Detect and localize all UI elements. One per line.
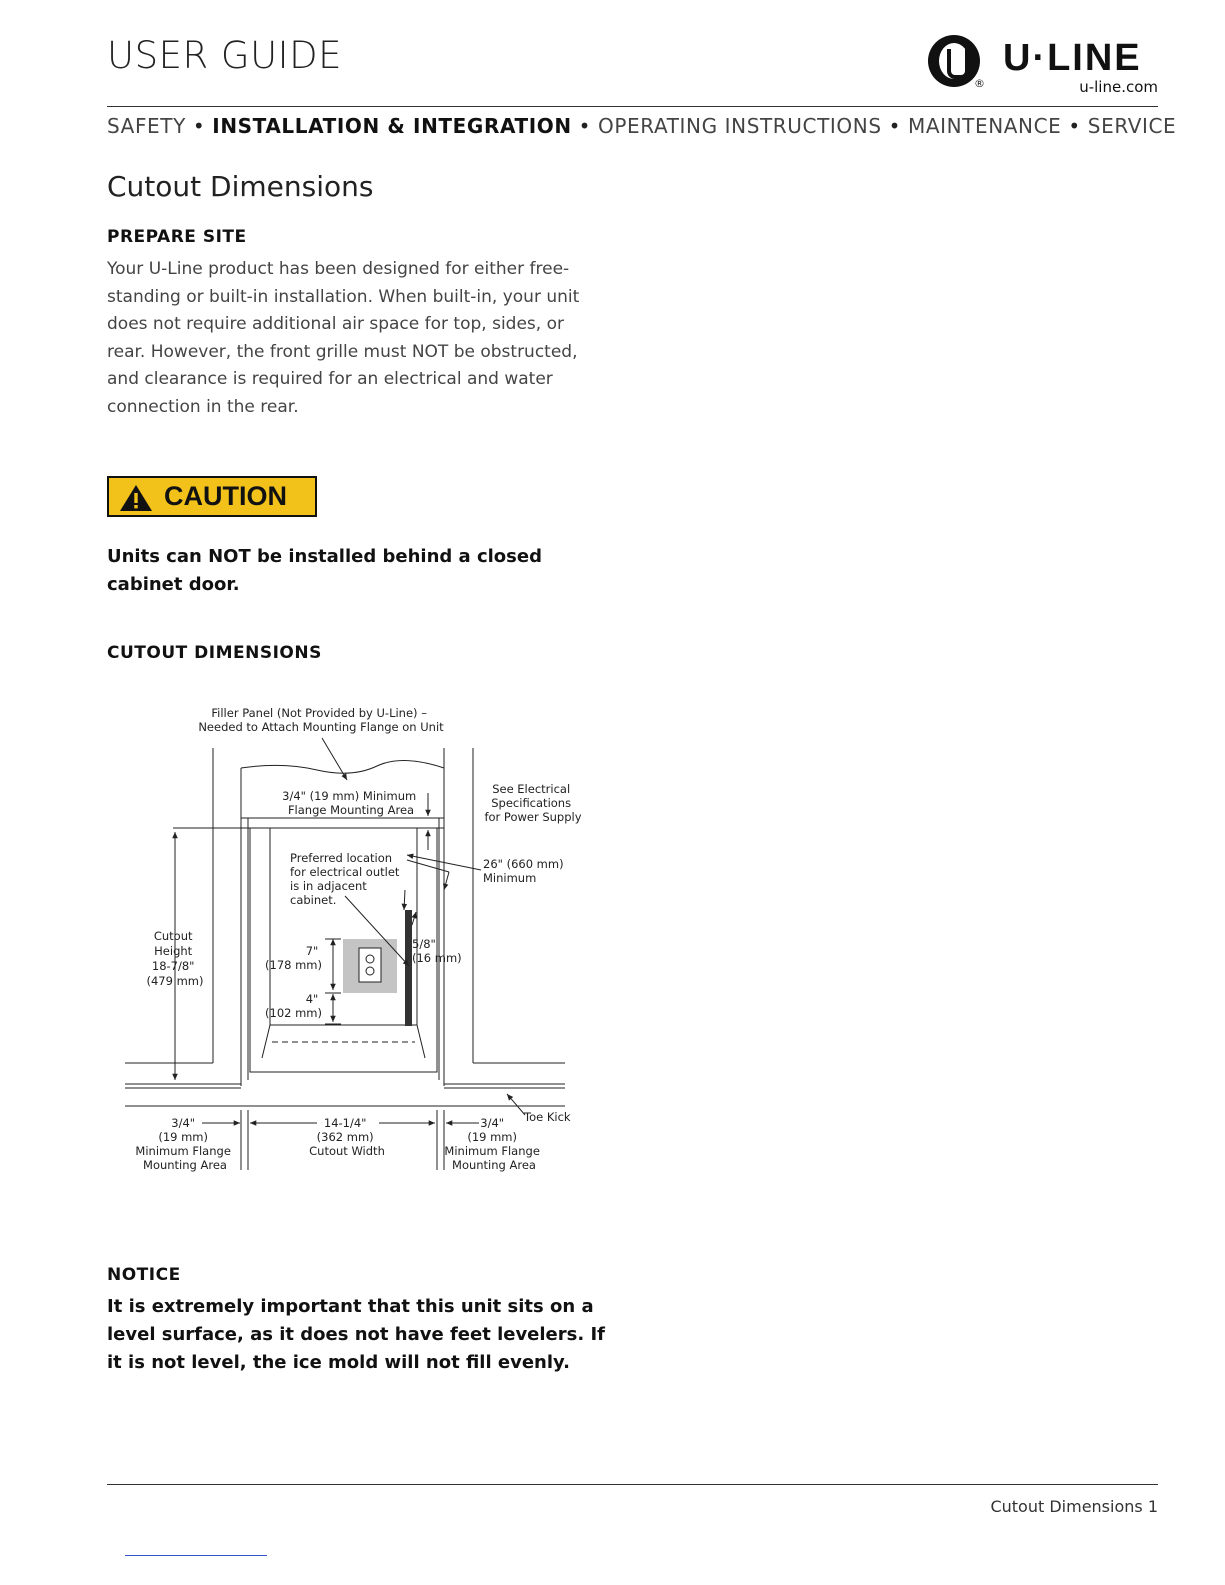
cutout-dimensions-diagram: [107, 700, 607, 1180]
notice-line: it is not level, the ice mold will not fill evenly.: [107, 1352, 570, 1373]
section-title: Cutout Dimensions: [107, 170, 374, 203]
footer-link-underline[interactable]: [125, 1555, 267, 1556]
paragraph-line: standing or built-in installation. When built-in, your unit: [107, 286, 580, 307]
flange-top-label: 3/4" (19 mm) Minimum Flange Mounting Area: [282, 789, 417, 817]
caution-line: cabinet door.: [107, 574, 240, 595]
nav-separator: •: [192, 114, 206, 138]
side-rail: [405, 910, 412, 1026]
notice-heading: NOTICE: [107, 1265, 181, 1285]
caution-message: [107, 543, 607, 599]
notice-line: level surface, as it does not have feet levelers. If: [107, 1324, 605, 1345]
minimum-26-label: 26" (660 mm) Minimum: [483, 857, 564, 885]
caution-line: Units can NOT be installed behind a closed: [107, 546, 542, 567]
cutout-height-label: Cutout Height 18-7/8" (479 mm): [146, 929, 204, 988]
caution-badge: [107, 476, 317, 517]
prepare-site-heading: PREPARE SITE: [107, 227, 247, 247]
caution-label: CAUTION: [164, 481, 287, 511]
toe-kick-label: Toe Kick: [524, 1110, 571, 1124]
nav-item-installation[interactable]: INSTALLATION & INTEGRATION: [212, 114, 572, 138]
brand-logo: [928, 35, 1160, 97]
cutout-dimensions-heading: CUTOUT DIMENSIONS: [107, 643, 322, 663]
nav-separator: •: [888, 114, 901, 138]
footer-page-label: Cutout Dimensions 1: [990, 1497, 1158, 1516]
nav-item-maintenance[interactable]: MAINTENANCE: [907, 114, 1062, 138]
brand-url: u-line.com: [1079, 78, 1158, 96]
section-nav: [107, 114, 1176, 138]
footer-divider: [107, 1484, 1158, 1485]
prepare-site-paragraph: [107, 256, 587, 421]
page-header-title: USER GUIDE: [107, 34, 342, 77]
brand-wordmark: U·LINE: [1003, 37, 1142, 79]
paragraph-line: connection in the rear.: [107, 396, 299, 417]
left-flange-label: 3/4" (19 mm) Minimum Flange Mounting Area: [135, 1116, 231, 1172]
notice-message: [107, 1293, 607, 1377]
dim-4-label: 4" (102 mm): [265, 992, 322, 1020]
filler-panel-label: Filler Panel (Not Provided by U-Line) – Needed to Attach Mounting Flange on Unit: [198, 706, 444, 734]
dim-7-label: 7" (178 mm): [265, 944, 322, 972]
header-divider: [107, 106, 1158, 107]
paragraph-line: does not require additional air space for top, sides, or: [107, 314, 564, 334]
nav-separator: •: [1068, 114, 1081, 138]
electrical-outlet-icon: [359, 948, 381, 982]
paragraph-line: and clearance is required for an electrical and water: [107, 369, 553, 389]
nav-item-operating[interactable]: OPERATING INSTRUCTIONS: [598, 114, 882, 138]
nav-item-service[interactable]: SERVICE: [1087, 114, 1177, 138]
notice-line: It is extremely important that this unit sits on a: [107, 1296, 594, 1317]
paragraph-line: Your U-Line product has been designed for either free-: [107, 259, 570, 279]
registered-mark: ®: [974, 77, 985, 90]
dim-5-8-label: 5/8" (16 mm): [412, 937, 462, 965]
electrical-spec-label: See Electrical Specifications for Power Supply: [484, 782, 582, 824]
u-line-logo-icon: [928, 35, 980, 87]
cutout-width-label: 14-1/4" (362 mm) Cutout Width: [309, 1116, 385, 1158]
nav-separator: •: [578, 114, 592, 138]
nav-item-safety[interactable]: SAFETY: [107, 114, 186, 138]
warning-triangle-icon: [119, 484, 153, 512]
right-flange-label: 3/4" (19 mm) Minimum Flange Mounting Area: [444, 1116, 540, 1172]
paragraph-line: rear. However, the front grille must NOT be obstructed,: [107, 341, 578, 362]
preferred-outlet-label: Preferred location for electrical outlet is in adjacent cabinet.: [290, 851, 400, 907]
